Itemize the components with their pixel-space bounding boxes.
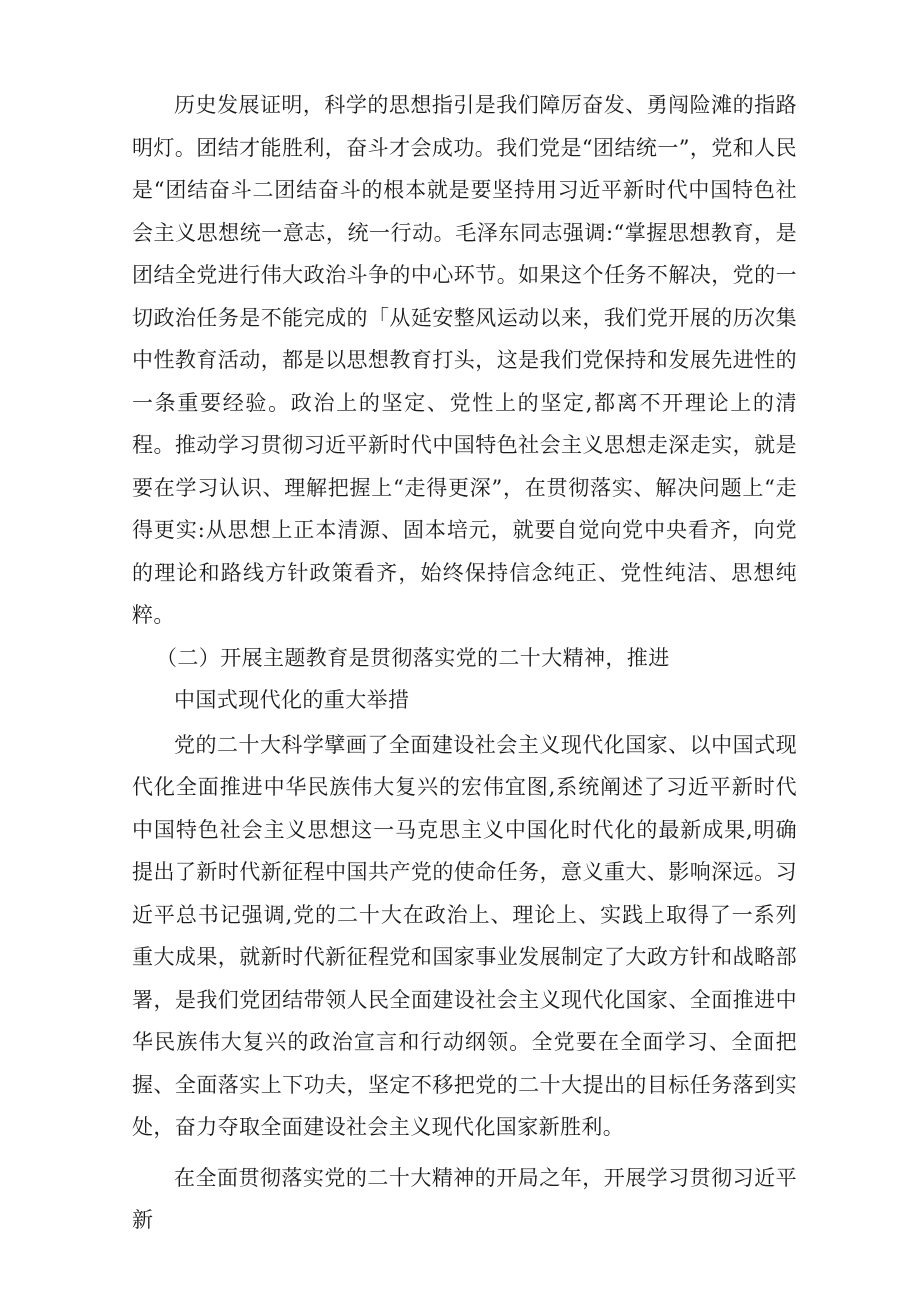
document-body xyxy=(132,84,797,1242)
section-heading-continuation: 中国式现代化的重大举措 xyxy=(174,688,410,712)
section-heading: （二）开展主题教育是贯彻落实党的二十大精神，推进 xyxy=(156,645,670,670)
body-paragraph: 历史发展证明，科学的思想指引是我们障厉奋发、勇闯险滩的指路明灯。团结才能胜利，奋斗才会成功。我们党是“团结统一”，党和人民是“团结奋斗二团结奋斗的根本就是要坚持用习近平新时代中国特色社会主义思想统一意志，统一行动。毛泽东同志强调:“掌握思想教育，是团结全党进行伟大政治斗争的中心环节。如果这个任务不解决，党的一切政治任务是不能完成的「从延安整风运动以来，我们党开展的历次集中性教育活动，都是以思想教育打头，这是我们党保持和发展先进性的一条重要经验。政治上的坚定、党性上的坚定,都离不开理论上的清程。推动学习贯彻习近平新时代中国特色社会主义思想走深走实，就是要在学习认识、理解把握上“走得更深”，在贯彻落实、解决问题上“走得更实:从思想上正本清源、固本培元，就要自觉向党中央看齐，向党的理论和路线方针政策看齐，始终保持信念纯正、党性纯洁、思想纯粹。 xyxy=(132,93,797,627)
body-paragraph: 党的二十大科学擘画了全面建设社会主义现代化国家、以中国式现代化全面推进中华民族伟大复兴的宏伟宜图,系统阐述了习近平新时代中国特色社会主义思想这一马克思主义中国化时代化的最新成果,明确提出了新时代新征程中国共产党的使命任务，意义重大、影响深远。习近平总书记强调,党的二十大在政治上、理论上、实践上取得了一系列重大成果，就新时代新征程党和国家事业发展制定了大政方针和战略部署，是我们党团结带领人民全面建设社会主义现代化国家、全面推进中华民族伟大复兴的政治宣言和行动纲领。全党要在全面学习、全面把握、全面落实上下功夫，坚定不移把党的二十大提出的目标任务落到实处，奋力夺取全面建设社会主义现代化国家新胜利。 xyxy=(132,732,797,1139)
body-paragraph: 在全面贯彻落实党的二十大精神的开局之年，开展学习贯彻习近平新 xyxy=(132,1165,797,1232)
